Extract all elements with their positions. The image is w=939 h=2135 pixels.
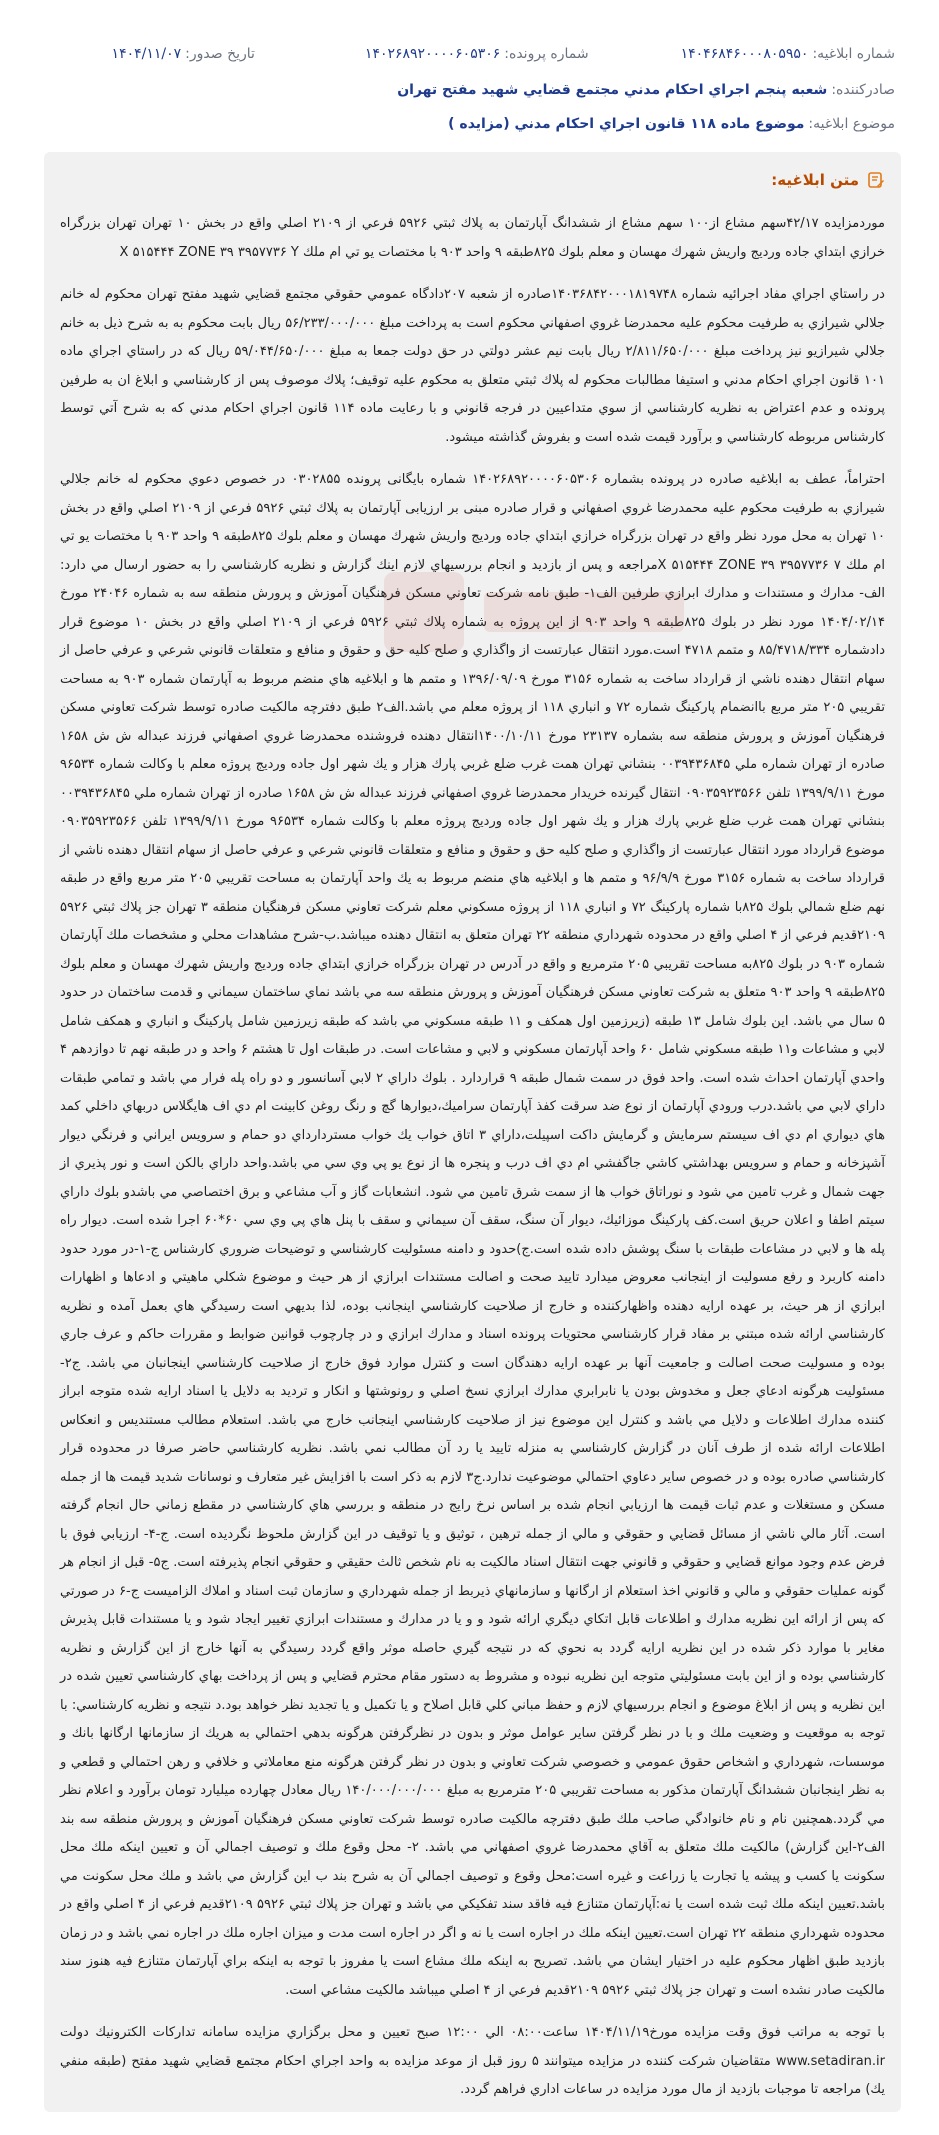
notice-number-label: شماره ابلاغیه: bbox=[812, 46, 895, 62]
notice-number-value: ۱۴۰۴۶۸۴۶۰۰۰۸۰۵۹۵۰ bbox=[680, 46, 809, 62]
case-number bbox=[365, 46, 589, 62]
notice-paragraph: در راستاي اجراي مفاد اجرائيه شماره ۱۴۰۳۶۸۴۲۰۰۰۱۸۱۹۷۴۸صادره از شعبه ۲۰۷دادگاه عمومي حقوقي مجتمع قضايي شهيد مفتح تهران محكوم له خانم جلالي شيرازي به طرفيت محكوم عليه محمدرضا غروي اصفهاني محكوم است به پرداخت مبلغ ۵۶/۲۳۳/۰۰۰/۰۰۰ ريال بابت محكوم به به شرح ذيل به خانم جلالي شيرازيو نيز پرداخت مبلغ ۲/۸۱۱/۶۵۰/۰۰۰ ريال بابت نيم عشر دولتي در حق دولت جمعا به مبلغ ۵۹/۰۴۴/۶۵۰/۰۰۰ ريال كه در راستاي اجراي ماده ۱۰۱ قانون اجراي احكام مدني و استيفا مطالبات محكوم له پلاك ثبتي متعلق به محكوم عليه توقيف؛ پلاك موصوف پس از كارشناسي و ابلاغ ان به طرفين پرونده و عدم اعتراض به نظريه كارشناسي از سوي متداعيين در فرجه قانوني و با رعايت ماده ۱۱۴ قانون اجراي احكام مدني كه به شرح آتي توسط كارشناس مربوطه كارشناسي و برآورد قيمت شده است و بفروش گذاشته ميشود. bbox=[60, 287, 886, 445]
issue-date-value: ۱۴۰۴/۱۱/۰۷ bbox=[111, 46, 182, 62]
issuer-row bbox=[44, 74, 895, 106]
case-number-value: ۱۴۰۲۶۸۹۲۰۰۰۰۶۰۵۳۰۶ bbox=[364, 46, 501, 62]
notice-box-header bbox=[60, 166, 885, 194]
notice-paragraph: موردمزايده ۴۲/۱۷سهم مشاع از۱۰۰ سهم مشاع از ششدانگ آپارتمان به پلاك ثبتي ۵۹۲۶ فرعي از ۲۱۰۹ اصلي واقع در بخش ۱۰ تهران تهران بزرگراه خرازي ابتداي جاده وردیج واریش شهرك مهسان و معلم بلوك ۸۲۵طبقه ۹ واحد ۹۰۳ با مختصات يو تي ام ملك X ۵۱۵۴۴۴ ZONE ۳۹ ۳۹۵۷۷۳۶ Y bbox=[60, 216, 885, 260]
notice-box-title: متن ابلاغیه: bbox=[771, 171, 859, 189]
issue-date-label: تاریخ صدور: bbox=[185, 46, 255, 62]
notice-text-box bbox=[44, 152, 901, 2112]
case-number-label: شماره پرونده: bbox=[504, 46, 589, 62]
notice-paragraph: با توجه به مراتب فوق وقت مزايده مورخ۱۴۰۴/۱۱/۱۹ ساعت۰۸:۰۰ الي ۱۲:۰۰ صبح تعيين و محل برگزاري مزايده سامانه تداركات الكترونيك دولت www.setadiran.ir متقاضيان شركت كننده در مزايده ميتوانند ۵ روز قبل از موعد مزايده به واحد اجراي احكام مجتمع قضايي شهيد مفتح (طبقه منفي يك) مراجعه تا موجبات بازديد از مال مورد مزايده در ساعات اداري فراهم گردد. bbox=[60, 2025, 885, 2097]
subject-value: موضوع ماده ۱۱۸ قانون اجراي احكام مدني (مزايده ) bbox=[448, 116, 805, 132]
issue-date bbox=[112, 46, 255, 62]
notice-header bbox=[0, 0, 939, 140]
header-meta-row bbox=[44, 40, 895, 68]
subject-row bbox=[44, 108, 895, 140]
notice-paragraph: احتراماً، عطف به ابلاغیه صادره در پرونده بشماره ۱۴۰۲۶۸۹۲۰۰۰۰۶۰۵۳۰۶ شماره بایگانی پرونده ۰۳۰۲۸۵۵ در خصوص دعوي محكوم له خانم جلالي شيرازي به طرفيت محكوم عليه محمدرضا غروي اصفهاني و قرار صادره مبنی بر ارزیابی آپارتمان به پلاك ثبتي ۵۹۲۶ فرعي از ۲۱۰۹ اصلي واقع در بخش ۱۰ تهران به محل مورد نظر واقع در تهران بزرگراه خرازي ابتداي جاده وردیج واریش شهرك مهسان و معلم بلوك ۸۲۵طبقه ۹ واحد ۹۰۳ با مختصات يو تي ام ملك X ۵۱۵۴۴۴ ZONE ۳۹ ۳۹۵۷۷۳۶ ۷مراجعه و پس از بازديد و انجام بررسيهاي لازم اينك گزارش و نظريه كارشناسي را به حضور ارسال مي دارد: الف- مدارك و مستندات و مدارك ابرازي طرفين الف۱- طبق نامه شركت تعاوني مسكن فرهنگيان آموزش و پرورش منطقه سه به شماره ۲۴۰۴۶ مورخ ۱۴۰۴/۰۲/۱۴ مورد نظر در بلوك ۸۲۵طبقه ۹ واحد ۹۰۳ از اين پروژه به شماره پلاك ثبتي ۵۹۲۶ فرعي از ۲۱۰۹ اصلي واقع در بخش ۱۰ موضوع قرار دادشماره ۸۵/۴۷۱۸/۳۳۴ و متمم ۴۷۱۸ است.مورد انتقال عبارتست از واگذاري و صلح كليه حق و حقوق و منافع و متعلقات قانوني شرعي و عرفي حاصل از سهام انتقال دهنده ناشي از قرارداد ساخت به شماره ۳۱۵۶ مورخ ۱۳۹۶/۰۹/۰۹ و متمم ها و ابلاغيه هاي منضم مربوط به آپارتمان شماره ۹۰۳ به مساحت تقريبي ۲۰۵ متر مربع باانضمام پاركينگ شماره ۷۲ و انباري ۱۱۸ از پروژه معلم مي باشد.الف۲ طبق دفترچه مالكيت صادره توسط شركت تعاوني مسكن فرهنگيان آموزش و پرورش منطقه سه بشماره ۲۳۱۳۷ مورخ ۱۴۰۰/۱۰/۱۱انتقال دهنده فروشنده محمدرضا غروي اصفهاني فرزند عبداله ش ش ۱۶۵۸ صادره از تهران شماره ملي ۰۰۳۹۴۳۶۸۴۵ بنشاني تهران همت غرب ضلع غربي پارك هزار و يك شهر اول جاده وردیج پروژه معلم با وكالت شماره ۹۶۵۳۴ مورخ ۱۳۹۹/۹/۱۱ تلفن ۰۹۰۳۵۹۲۳۵۶۶ انتقال گيرنده خريدار محمدرضا غروي اصفهاني فرزند عبداله ش ش ۱۶۵۸ صادره از تهران شماره ملي ۰۰۳۹۴۳۶۸۴۵ بنشاني تهران همت غرب ضلع غربي پارك هزار و يك شهر اول جاده وردیج پروژه معلم با وكالت شماره ۹۶۵۳۴ مورخ ۱۳۹۹/۹/۱۱ تلفن ۰۹۰۳۵۹۲۳۵۶۶ موضوع قرارداد مورد انتقال عبارتست از واگذاري و صلح كليه حق و حقوق و منافع و متعلقات قانوني شرعي و عرفي حاصل از سهام انتقال دهنده ناشي از قرارداد ساخت به شماره ۳۱۵۶ مورخ ۹۶/۹/۹ و متمم ها و ابلاغيه هاي منضم مربوط به يك واحد آپارتمان به مساحت تقريبي ۲۰۵ متر مربع واقع در طبقه نهم ضلع شمالي بلوك ۸۲۵با شماره پاركينگ ۷۲ و انباري ۱۱۸ از پروژه مسكوني معلم شركت تعاوني مسكن فرهنگيان منطقه ۳ تهران جز پلاك ثبتي ۵۹۲۶ ۲۱۰۹قديم فرعي از ۴ اصلي واقع در محدوده شهرداري منطقه ۲۲ تهران متعلق به انتقال دهنده ميباشد.ب-شرح مشاهدات محلي و مشخصات ملك آپارتمان شماره ۹۰۳ در بلوك ۸۲۵به مساحت تقريبي ۲۰۵ مترمربع و واقع در آدرس در تهران بزرگراه خرازي ابتداي جاده وردیج واریش شهرك مهسان و معلم بلوك ۸۲۵طبقه ۹ واحد ۹۰۳ متعلق به شركت تعاوني مسكن فرهنگيان آموزش و پرورش منطقه سه مي باشد نماي ساختمان سيماني و قدمت ساختمان در حدود ۵ سال مي باشد. اين بلوك شامل ۱۳ طبقه (زيرزمين اول همكف و ۱۱ طبقه مسكوني مي باشد كه طبقه زيرزمين شامل پاركينگ و انباري و همكف شامل لابي و مشاعات و۱۱ طبقه مسكوني شامل ۶۰ واحد آپارتمان مسكوني و لابي و مشاعات است. در طبقات اول تا هشتم ۶ واحد و در طبقه نهم تا دوازدهم ۴ واحدي آپارتمان احداث شده است. واحد فوق در سمت شمال طبقه ۹ قراردارد . بلوك داراي ۲ لابي آسانسور و دو راه پله فرار مي باشد و تمامي طبقات داراي لابي مي باشد.درب ورودي آپارتمان از نوع ضد سرقت كفذ آپارتمان سراميك،ديوارها گچ و رنگ روغن كابينت ام دي اف هايگلاس دربهاي داخلي كمد هاي ديواري ام دي اف سيستم سرمايش و گرمايش داكت اسپيلت،داراي ۳ اتاق خواب يك خواب مستردارداي دو حمام و سرويس ايراني و فرنگي ديوار آشپزخانه و حمام و سرويس بهداشتي كاشي جاگفشي ام دي اف درب و پنجره ها از نوع يو پي وي سي مي باشد.واحد داراي بالكن است و نور پذيري از جهت شمال و غرب تامين مي شود و نوراتاق خواب ها از سمت شرق تامين مي شود. انشعابات گاز و آب مشاعي و برق اختصاصي مي باشدو بلوك داراي سيتم اطفا و اعلان حريق است.كف پاركينگ موزائيك، ديوار آن سنگ، سقف آن سيماني و سقف با پنل هاي پي وي سي ۶۰*۶۰ اجرا شده است. ديوار راه پله ها و لابي در مشاعات طبقات با سنگ پوشش داده شده است.ج)حدود و دامنه مسئوليت كارشناسي و توضيحات ضروري كارشناس ج-۱-در مورد حدود دامنه كاربرد و رفع مسوليت از اينجانب معروض ميدارد تاييد صحت و اصالت مستندات ابرازي از هر حيث و موضوع شكلي ماهيتي و ادعاها و اظهارات ابرازي از هر حيث، بر عهده ارايه دهنده واظهاركننده و خارج از صلاحيت كارشناسي اينجانب بوده، لذا بديهي است رسيدگي هاي بعمل آمده و نظريه كارشناسي ارائه شده مبتني بر مفاد قرار كارشناسي محتويات پرونده اسناد و مدارك ابرازي و در چارچوب قوانين ضوابط و مقررات حاكم و عرف جاري بوده و مسوليت صحت اصالت و جامعيت آنها بر عهده ارايه دهندگان است و كنترل موارد فوق خارج از صلاحيت كارشناسي اينجانبان مي باشد. ج۲- مسئوليت هرگونه ادعاي جعل و مخدوش بودن يا نابرابري مدارك ابرازي نسخ اصلي و رونوشتها و انكار و ترديد به دلايل يا اسناد ارايه شده متوجه ابراز كننده مدارك اطلاعات و دلايل مي باشد و كنترل اين موضوع نيز از صلاحيت كارشناسي اينجانب خارج مي باشد. استعلام مطالب مستنديس و انعكاس اطلاعات ارائه شده از طرف آنان در گزارش كارشناسي به منزله تاييد يا رد آن مطالب نمي باشد. نظريه كارشناسي حاضر صرفا در محدوده قرار كارشناسي صادره بوده و در خصوص ساير دعاوي احتمالي موضوعيت ندارد.ج۳ لازم به ذكر است با افزايش غير متعارف و نوسانات شديد قيمت ها از جمله مسكن و مستغلات و عدم ثبات قيمت ها ارزيابي انجام شده بر اساس نرخ رايج در منطقه و بررسي هاي كارشناسي در مقطع زماني حال انجام گرفته است. آثار مالي ناشي از مسائل قضايي و حقوقي و مالي از جمله ترهين ، توثيق و يا توقيف در اين گزارش ملحوظ نگرديده است. ج-۴- ارزيابي فوق با فرض عدم وجود موانع قضايي و حقوقي و قانوني جهت انتقال اسناد مالكيت به نام شخص ثالث حقيقي و حقوقي انجام پذيرفته است. ج۵- قبل از انجام هر گونه عمليات حقوقي و مالي و قانوني اخذ استعلام از ارگانها و سازمانهاي ذيربط از جمله شهرداري و سازمان ثبت اسناد و املاك الزاميست ج-۶ در صورتي كه پس از ارائه اين نظريه مدارك و اطلاعات قابل اتكاي ديگري ارائه شود و و يا در مدارك و مستندات ابرازي تغيير ايجاد شود و يا مستندات قابل پذيرش مغاير با موارد ذكر شده در اين نظريه ارايه گردد به نحوي كه در نتيجه گيري حاصله موثر واقع گردد رسيدگي به آنها خارج از اين گزارش و نظريه كارشناسي بوده و از اين بابت مسئوليتي متوجه اين نظريه نبوده و مشروط به دستور مقام محترم قضايي و پس از پرداخت بهاي كارشناسي تعيين شده در اين نظريه و پس از ابلاغ موضوع و انجام بررسيهاي لازم و حفظ مباني كلي قابل اصلاح و يا تكميل و يا تجديد نظر خواهد بود.د نتيجه و نظريه كارشناسي: با توجه به موقعيت و وضعيت ملك و با در نظر گرفتن ساير عوامل موثر و بدون در نظرگرفتن هرگونه بدهي احتمالي به هريك از سازمانها ارگانها بانك و موسسات، شهرداري و اشخاص حقوق عمومي و خصوصي شركت تعاوني و بدون در نظر گرفتن هرگونه منع معاملاتي و خلافي و رهن احتمالي و قطعي و به نظر اينجانبان ششدانگ آپارتمان مذكور به مساحت تقريبي ۲۰۵ مترمربع به مبلغ ۱۴۰/۰۰۰/۰۰۰/۰۰۰ ريال معادل چهارده ميليارد تومان برآورد و اعلام نظر مي گردد.همچنين نام و نام خانوادگي صاحب ملك طبق دفترچه مالكيت صادره توسط شركت تعاوني مسكن فرهنگيان آموزش و پرورش منطقه سه بند الف۲-اين گزارش) مالكيت ملك متعلق به آقاي محمدرضا غروي اصفهاني مي باشد. ۲- محل وقوع ملك و توصيف اجمالي آن و تعيين اينكه ملك محل سكونت يا كسب و پيشه يا تجارت يا زراعت و غيره است:محل وقوع و توصيف اجمالي آن به شرح بند ب اين گزارش مي باشد و ملك محل سكونت مي باشد.تعيين اينكه ملك ثبت شده است يا نه:آپارتمان متنازع فيه فاقد سند تفكيكي مي باشد و تهران جز پلاك ثبتي ۵۹۲۶ ۲۱۰۹قديم فرعي از ۴ اصلي واقع در محدوده شهرداري منطقه ۲۲ تهران است.تعيين اينكه ملك در اجاره است يا نه و اگر در اجاره است مدت و ميزان اجاره ملك در اجاره نمي باشد و در زمان بازديد طبق اظهار محكوم عليه در اختيار ايشان مي باشد. تصريح به اينكه ملك مشاع است يا مفروز با توجه به اينكه براي آپارتمان متنازع فيه هنوز سند مالكيت صادر نشده است و تهران جز پلاك ثبتي ۵۹۲۶ ۲۱۰۹قديم فرعي از ۴ اصلي ميباشد مالكيت مشاعي است. bbox=[60, 472, 886, 1998]
notice-body bbox=[60, 210, 885, 2105]
subject-label: موضوع ابلاغیه: bbox=[808, 116, 895, 132]
issuer-label: صادرکننده: bbox=[831, 82, 895, 98]
issuer-value: شعبه پنجم اجراي احكام مدني مجتمع قضايي شهيد مفتح تهران bbox=[397, 82, 828, 98]
note-pen-icon bbox=[867, 171, 885, 189]
notice-number bbox=[681, 46, 895, 62]
